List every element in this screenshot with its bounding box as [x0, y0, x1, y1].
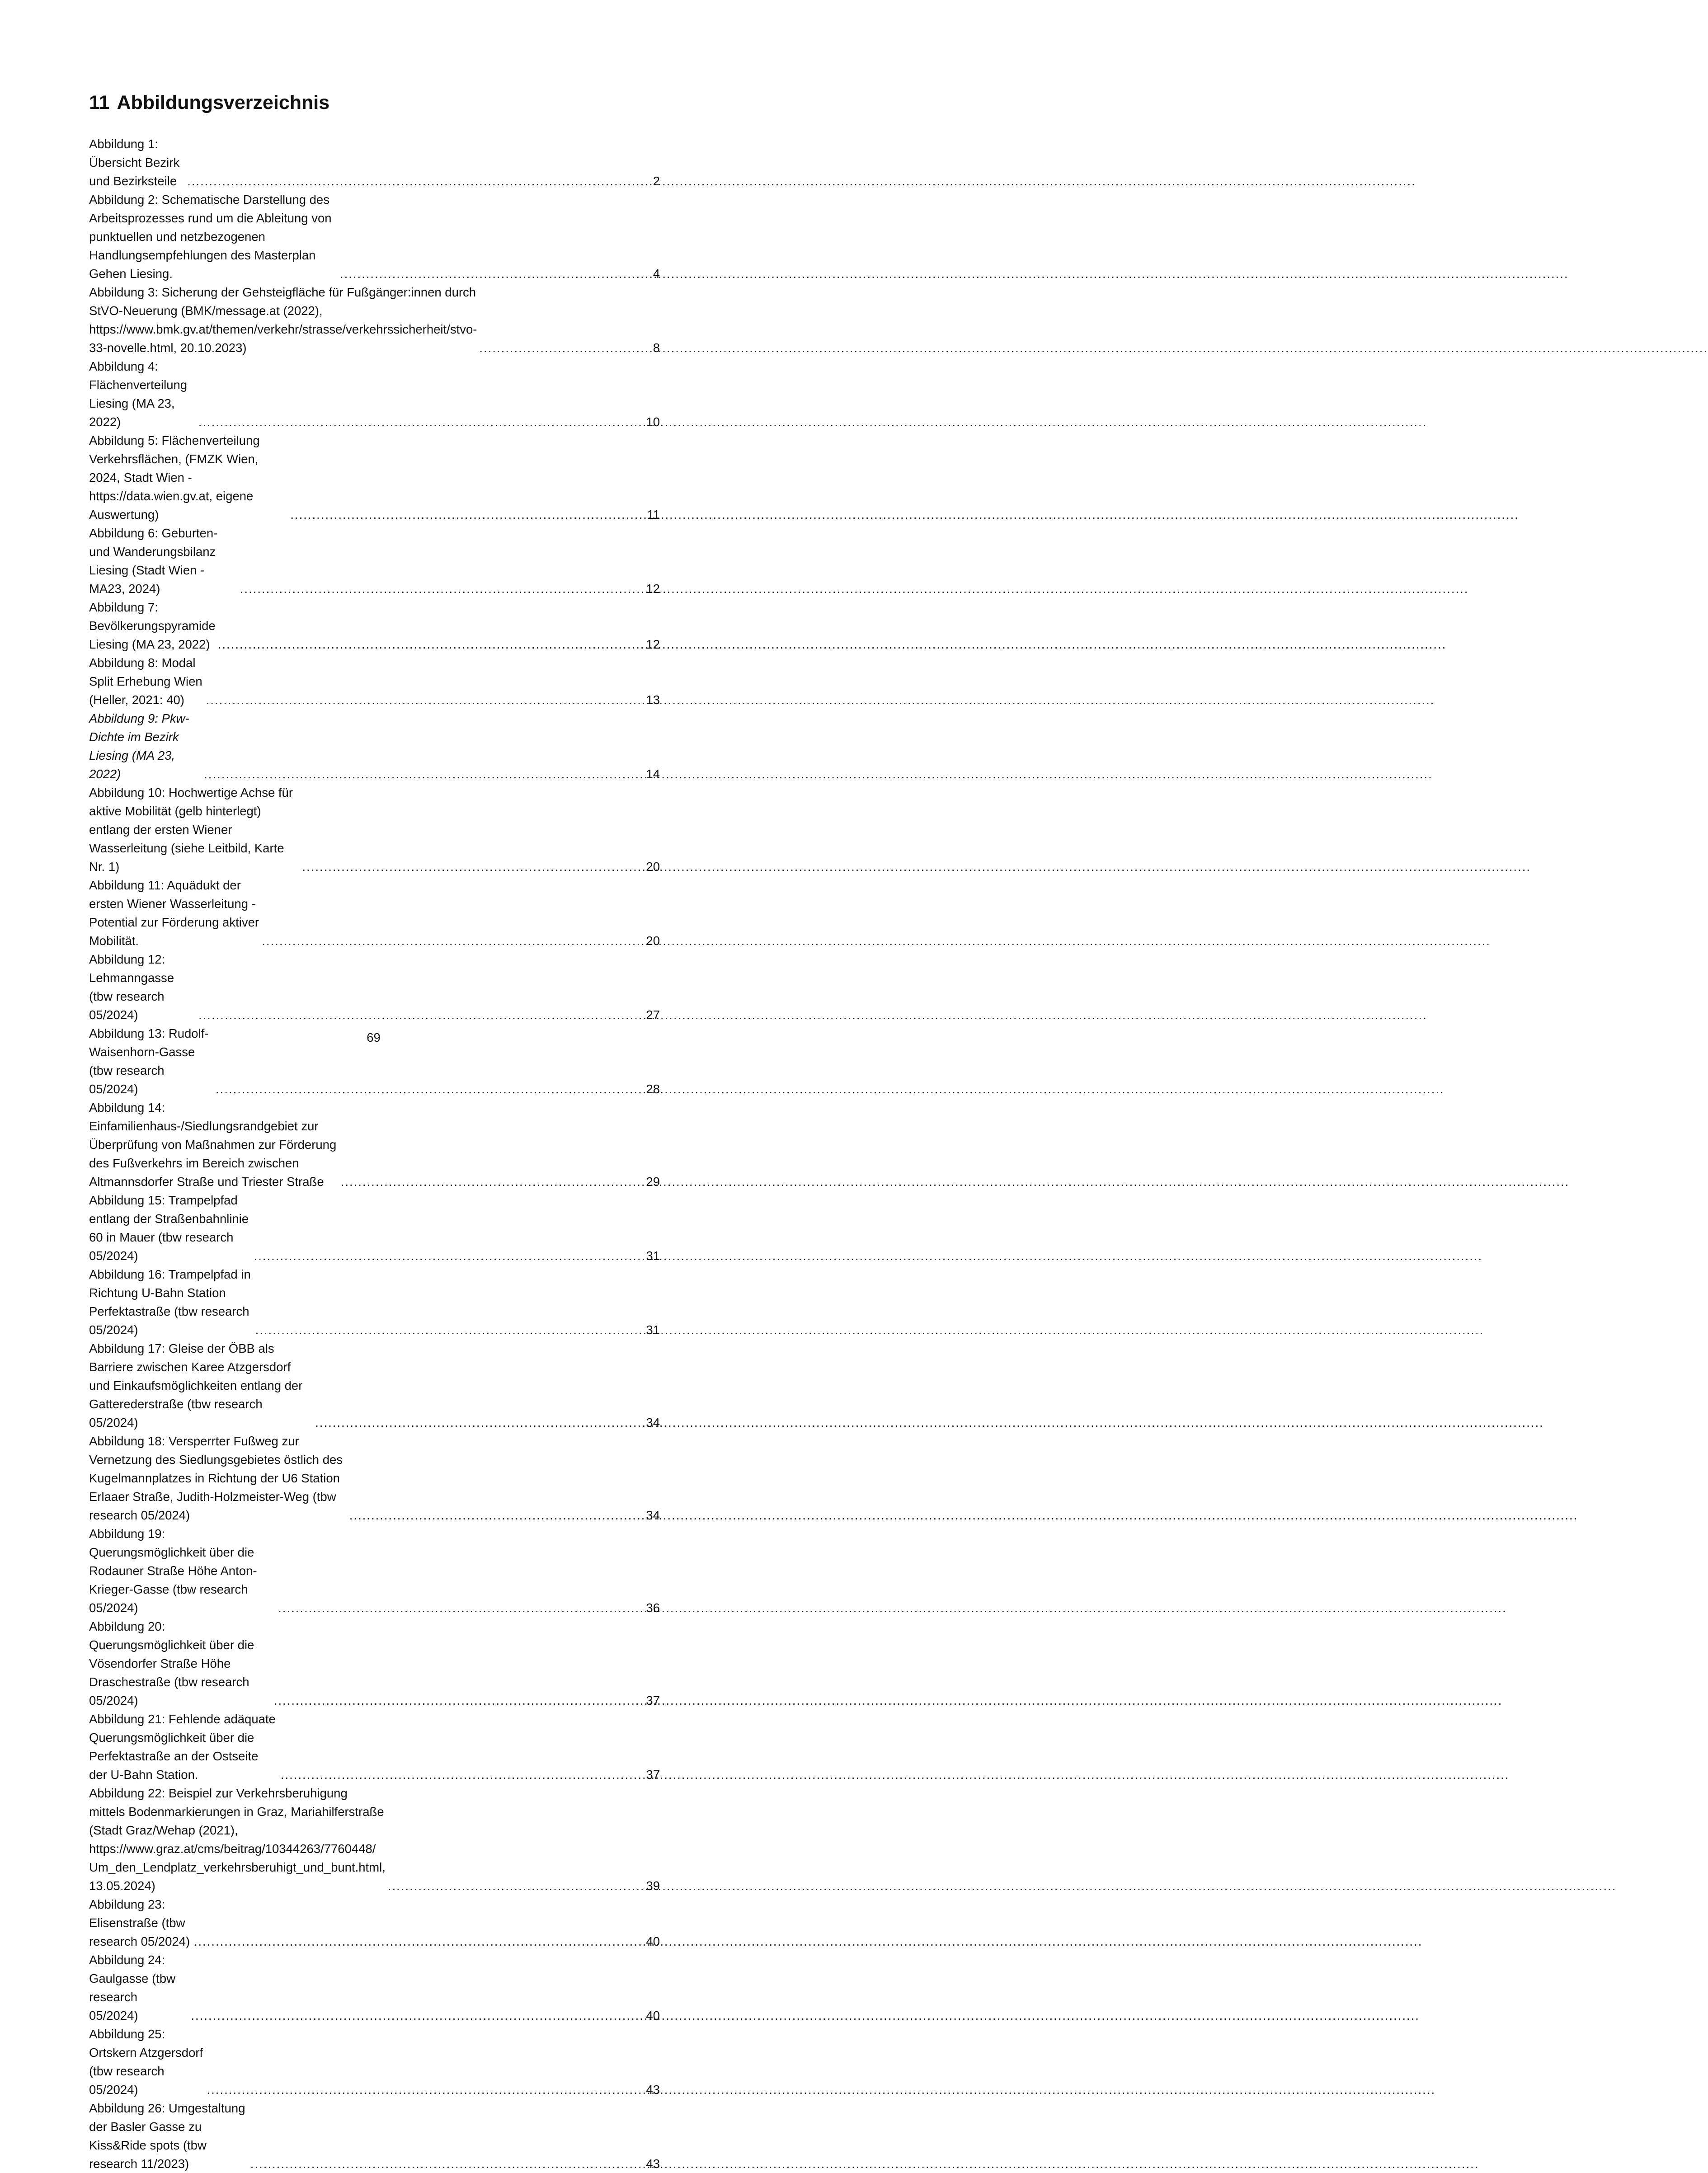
figure-entry[interactable] — [89, 135, 660, 190]
entry-page: 10 — [646, 415, 660, 429]
dot-leader — [262, 931, 644, 950]
figure-entry[interactable] — [89, 1784, 660, 1895]
entry-page: 40 — [646, 2008, 660, 2022]
figure-entry[interactable] — [89, 783, 660, 876]
entry-text: Abbildung 8: Modal Split Erhebung Wien (Heller, 2021: 40) — [89, 656, 202, 707]
entry-text: Abbildung 20: Querungsmöglichkeit über die Vösendorfer Straße Höhe Draschestraße (tbw research 05/2024) — [89, 1619, 254, 1707]
entry-page: 31 — [646, 1323, 660, 1337]
dot-leader — [240, 579, 644, 598]
dot-leader — [388, 1877, 644, 1895]
entry-page: 12 — [646, 582, 660, 596]
entry-text: Abbildung 22: Beispiel zur Verkehrsberuhigung mittels Bodenmarkierungen in Graz, Mariahilferstraße (Stadt Graz/Wehap (2021), https://www.graz.at/cms/beitrag/10344263/7760448/ Um_den_Lendplatz_verkehrsberuhigt_und_bunt.html, 13.05.2024) — [89, 1786, 386, 1893]
dot-leader — [187, 172, 651, 190]
entry-text: Abbildung 16: Trampelpfad in Richtung U-Bahn Station Perfektastraße (tbw research 05/2024) — [89, 1267, 251, 1337]
entry-page: 31 — [646, 1249, 660, 1263]
figure-entry[interactable] — [89, 190, 660, 283]
entry-text: Abbildung 5: Flächenverteilung Verkehrsflächen, (FMZK Wien, 2024, Stadt Wien - https://data.wien.gv.at, eigene Auswertung) — [89, 433, 260, 522]
entry-page: 43 — [646, 2083, 660, 2097]
dot-leader — [216, 1080, 644, 1098]
figure-entry[interactable] — [89, 283, 660, 357]
dot-leader — [207, 2080, 644, 2099]
figure-entry[interactable] — [89, 1617, 660, 1710]
entry-text: Abbildung 3: Sicherung der Gehsteigfläche für Fußgänger:innen durch StVO-Neuerung (BMK/message.at (2022), https://www.bmk.gv.at/themen/verkehr/strasse/verkehrssicherheit/stvo-33-novelle.html, 20.10.2023) — [89, 285, 477, 355]
figure-list — [89, 135, 660, 2173]
entry-text: Abbildung 19: Querungsmöglichkeit über die Rodauner Straße Höhe Anton-Krieger-Gasse (tbw research 05/2024) — [89, 1527, 257, 1615]
figure-entry[interactable] — [89, 1098, 660, 1191]
entry-page: 37 — [646, 1768, 660, 1782]
entry-text: Abbildung 21: Fehlende adäquate Querungsmöglichkeit über die Perfektastraße an der Ostseite der U-Bahn Station. — [89, 1712, 276, 1782]
dot-leader — [274, 1691, 644, 1710]
entry-text: Abbildung 2: Schematische Darstellung des Arbeitsprozesses rund um die Ableitung von punktuellen und netzbezogenen Handlungsempfehlungen des Masterplan Gehen Liesing. — [89, 193, 332, 281]
entry-page: 43 — [646, 2157, 660, 2171]
dot-leader — [302, 857, 644, 876]
entry-text: Abbildung 23: Elisenstraße (tbw research 05/2024) — [89, 1897, 190, 1948]
page-number: 69 — [367, 1030, 381, 1044]
dot-leader — [254, 1246, 644, 1265]
dot-leader — [340, 264, 651, 283]
entry-page: 29 — [646, 1175, 660, 1189]
entry-page: 39 — [646, 1879, 660, 1893]
figure-entry[interactable] — [89, 1895, 660, 1951]
entry-page: 12 — [646, 637, 660, 651]
dot-leader — [281, 1765, 644, 1784]
entry-text: Abbildung 4: Flächenverteilung Liesing (MA 23, 2022) — [89, 359, 188, 429]
entry-text: Abbildung 24: Gaulgasse (tbw research 05/2024) — [89, 1953, 176, 2022]
entry-page: 14 — [646, 767, 660, 781]
dot-leader — [218, 635, 644, 654]
dot-leader — [290, 505, 645, 524]
entry-text: Abbildung 6: Geburten- und Wanderungsbilanz Liesing (Stadt Wien - MA23, 2024) — [89, 526, 218, 596]
entry-page: 34 — [646, 1416, 660, 1430]
figure-entry[interactable] — [89, 1710, 660, 1784]
figure-entry[interactable] — [89, 357, 660, 431]
figure-entry[interactable] — [89, 950, 660, 1024]
entry-text: Abbildung 17: Gleise der ÖBB als Barriere zwischen Karee Atzgersdorf und Einkaufsmöglichkeiten entlang der Gatterederstraße (tbw research 05/2024) — [89, 1341, 303, 1430]
entry-page: 34 — [646, 1508, 660, 1522]
entry-text: Abbildung 10: Hochwertige Achse für aktive Mobilität (gelb hinterlegt) entlang der ersten Wiener Wasserleitung (siehe Leitbild, Karte Nr. 1) — [89, 785, 293, 874]
figure-entry[interactable] — [89, 2099, 660, 2173]
entry-page: 40 — [646, 1934, 660, 1948]
entry-page: 13 — [646, 693, 660, 707]
entry-text: Abbildung 11: Aquädukt der ersten Wiener Wasserleitung - Potential zur Förderung aktiver Mobilität. — [89, 878, 259, 948]
entry-text: Abbildung 7: Bevölkerungspyramide Liesing (MA 23, 2022) — [89, 600, 216, 651]
figure-entry[interactable] — [89, 431, 660, 524]
entry-page: 28 — [646, 1082, 660, 1096]
entry-page: 4 — [653, 267, 660, 281]
figure-entry[interactable] — [89, 1191, 660, 1265]
dot-leader — [198, 413, 644, 431]
entry-text: Abbildung 25: Ortskern Atzgersdorf (tbw research 05/2024) — [89, 2027, 203, 2097]
entry-text: Abbildung 1: Übersicht Bezirk und Bezirksteile — [89, 137, 180, 188]
entry-page: 20 — [646, 934, 660, 948]
dot-leader — [206, 691, 644, 709]
entry-text: Abbildung 18: Versperrter Fußweg zur Vernetzung des Siedlungsgebietes östlich des Kugelmannplatzes in Richtung der U6 Station Erlaaer Straße, Judith-Holzmeister-Weg (tbw research 05/2024) — [89, 1434, 343, 1522]
entry-text: Abbildung 12: Lehmanngasse (tbw research 05/2024) — [89, 952, 174, 1022]
dot-leader — [479, 339, 650, 357]
dot-leader — [315, 1413, 644, 1432]
dot-leader — [204, 765, 644, 783]
dot-leader — [349, 1506, 644, 1524]
figure-entry[interactable] — [89, 598, 660, 654]
entry-page: 11 — [647, 508, 660, 522]
dot-leader — [278, 1599, 644, 1617]
entry-page: 37 — [646, 1693, 660, 1707]
entry-page: 36 — [646, 1601, 660, 1615]
figure-entry[interactable] — [89, 1265, 660, 1339]
entry-page: 2 — [653, 174, 660, 188]
figure-entry[interactable] — [89, 524, 660, 598]
dot-leader — [341, 1172, 644, 1191]
figure-entry[interactable] — [89, 1432, 660, 1524]
dot-leader — [198, 1006, 644, 1024]
entry-page: 8 — [653, 341, 660, 355]
entry-text: Abbildung 15: Trampelpfad entlang der Straßenbahnlinie 60 in Mauer (tbw research 05/2024) — [89, 1193, 249, 1263]
dot-leader — [194, 1932, 644, 1951]
entry-text: Abbildung 26: Umgestaltung der Basler Gasse zu Kiss&Ride spots (tbw research 11/2023) — [89, 2101, 245, 2171]
figure-entry[interactable] — [89, 1339, 660, 1432]
entry-page: 20 — [646, 860, 660, 874]
entry-text: Abbildung 9: Pkw-Dichte im Bezirk Liesing (MA 23, 2022) — [89, 711, 189, 781]
figure-entry[interactable] — [89, 876, 660, 950]
figure-entry[interactable] — [89, 709, 660, 783]
page-title — [89, 92, 329, 114]
section-number: 11 — [89, 92, 110, 113]
figure-entry[interactable] — [89, 654, 660, 709]
figure-entry[interactable] — [89, 2025, 660, 2099]
dot-leader — [255, 1321, 644, 1339]
dot-leader — [191, 2006, 644, 2025]
entry-text: Abbildung 13: Rudolf-Waisenhorn-Gasse (tbw research 05/2024) — [89, 1026, 209, 1096]
figure-entry[interactable] — [89, 1951, 660, 2025]
section-title: Abbildungsverzeichnis — [117, 92, 330, 113]
entry-page: 27 — [646, 1008, 660, 1022]
dot-leader — [250, 2154, 644, 2173]
figure-entry[interactable] — [89, 1524, 660, 1617]
entry-text: Abbildung 14: Einfamilienhaus-/Siedlungsrandgebiet zur Überprüfung von Maßnahmen zur Förderung des Fußverkehrs im Bereich zwischen Altmannsdorfer Straße und Triester Straße — [89, 1101, 337, 1189]
